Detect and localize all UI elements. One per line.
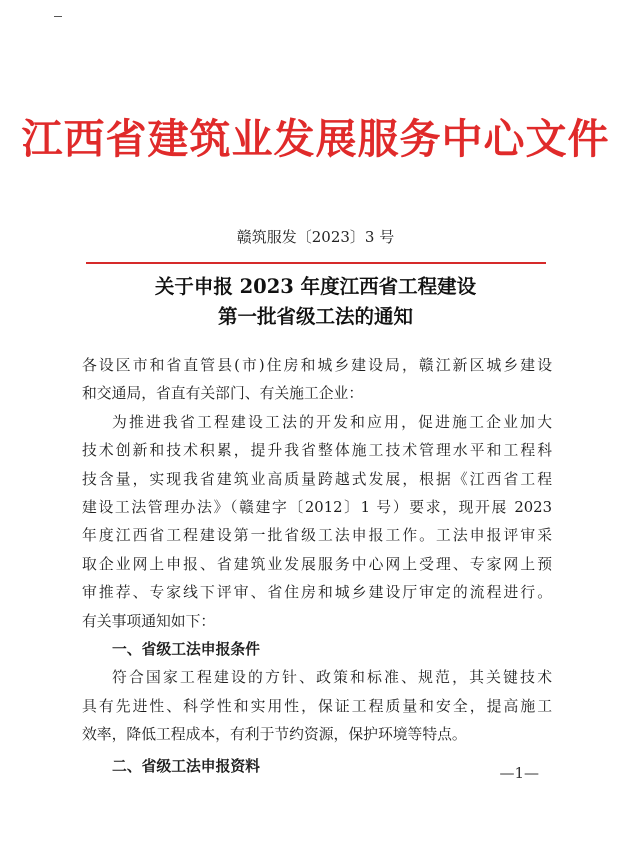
scan-mark bbox=[54, 16, 62, 17]
document-number: 赣筑服发〔2023〕3 号 bbox=[236, 228, 395, 246]
addressee-line: 和交通局，省直有关部门、有关施工企业： bbox=[82, 385, 364, 403]
issuing-authority-header: 江西省建筑业发展服务中心文件 bbox=[21, 115, 610, 163]
notice-title-line-1: 关于申报 2023 年度江西省工程建设 bbox=[154, 275, 477, 298]
paragraph-line: 技含量，实现我省建筑业高质量跨越式发展，根据《江西省工程 bbox=[82, 470, 552, 488]
paragraph-line: 建设工法管理办法》（赣建字〔2012〕1 号）要求，现开展 2023 bbox=[82, 498, 552, 516]
paragraph-line: 技术创新和技术积累，提升我省整体施工技术管理水平和工程科 bbox=[82, 442, 552, 460]
paragraph-line: 年度江西省工程建设第一批省级工法申报工作。工法申报评审采 bbox=[82, 527, 552, 545]
paragraph-line: 审推荐、专家线下评审、省住房和城乡建设厅审定的流程进行。 bbox=[82, 584, 552, 602]
addressee-line: 各设区市和省直管县(市)住房和城乡建设局，赣江新区城乡建设 bbox=[82, 357, 552, 374]
paragraph-line: 效率，降低工程成本，有利于节约资源，保护环境等特点。 bbox=[82, 726, 467, 744]
paragraph-line: 为推进我省工程建设工法的开发和应用，促进施工企业加大 bbox=[112, 413, 552, 431]
notice-title-line-2: 第一批省级工法的通知 bbox=[217, 305, 413, 328]
notice-title bbox=[0, 272, 631, 332]
paragraph-line: 取企业网上申报、省建筑业发展服务中心网上受理、专家网上预 bbox=[82, 555, 552, 573]
paragraph-line: 有关事项通知如下： bbox=[82, 612, 216, 630]
section-heading-2: 二、省级工法申报资料 bbox=[112, 758, 260, 776]
notice-body bbox=[82, 352, 552, 782]
page-number: —1— bbox=[499, 764, 539, 782]
paragraph-line: 具有先进性、科学性和实用性，保证工程质量和安全，提高施工 bbox=[82, 697, 552, 715]
red-divider-line bbox=[86, 262, 546, 264]
paragraph-line: 符合国家工程建设的方针、政策和标准、规范，其关键技术 bbox=[112, 669, 552, 687]
section-heading-1: 一、省级工法申报条件 bbox=[112, 640, 260, 658]
